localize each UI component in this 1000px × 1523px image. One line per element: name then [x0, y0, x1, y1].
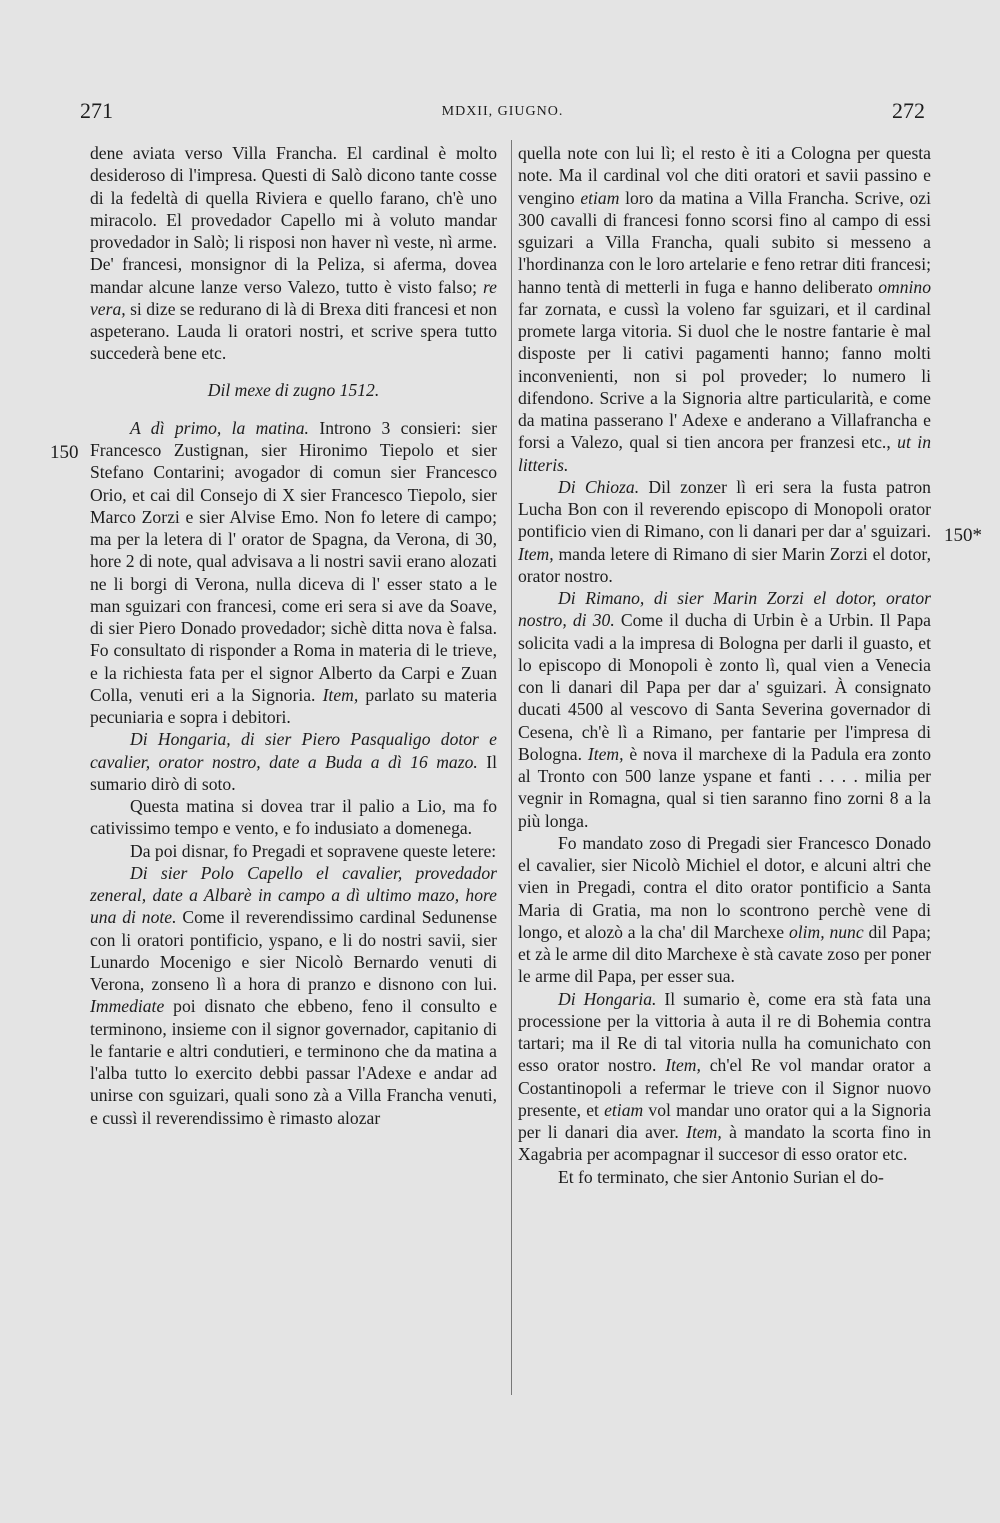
text-run: ch'el Re vol mandar orator a Costantinopoli a refermar le trieve con il Signor nuovo presente, et: [518, 1055, 931, 1120]
paragraph: [90, 417, 497, 729]
text-run: Come il reverendissimo cardinal Sedunense con li oratori pontificio, yspano, e li do nostri savii, sier Lunardo Mocenigo e sier Nicolò Bernardo venuti di Verona, zonseno lì a hora di pranzo e disnono con lui.: [90, 907, 498, 994]
margin-note-right: 150*: [944, 525, 982, 546]
paragraph: [518, 142, 931, 476]
italic-run: etiam: [580, 187, 620, 208]
paragraph: [90, 142, 497, 365]
paragraph: Et fo terminato, che sier Antonio Surian el do-: [558, 1166, 884, 1187]
paragraph: Da poi disnar, fo Pregadi et sopravene queste letere:: [130, 840, 497, 861]
text-run: Il sumario è, come era stà fata una processione per la vittoria à auta il re di Bohemia contra tartari; ma il Re di tal vitoria nulla ha comunichato con esso orator nostro.: [518, 988, 931, 1076]
text-run: si dize se redurano di là di Brexa diti francesi et non aspeterano. Lauda li oratori nostri, et scrive spera tutto succederà bene etc.: [90, 298, 497, 364]
text-run: quella note con lui lì; el resto è iti a Cologna per questa note. Ma il cardinal vol che diti oratori et savii passino e vengino: [518, 143, 931, 208]
text-run: dil Papa; et zà le arme dil dito Marchexe è stà cavate zoso per poner le arme dil Papa, per esser sua.: [518, 921, 931, 987]
text-run: vol mandar uno orator qui a la Signoria per li danari dia aver.: [518, 1099, 931, 1142]
text-run: à mandato la scorta fino in Xagabria per acompagnar il succesor di esso orator etc.: [518, 1122, 931, 1165]
text-run: Il sumario dirò di soto.: [90, 751, 497, 794]
italic-run: Item,: [322, 684, 359, 705]
italic-run: omnino: [878, 276, 931, 297]
italic-run: A dì primo, la matina.: [130, 417, 309, 438]
text-run: è nova il marchexe di la Padula era zonto al Tronto con 500 lanze yspane et fanti . . . . milia per vegnir in Romagna, qual si tien saranno fino zorni 8 a la più longa.: [518, 743, 932, 831]
paragraph: Questa matina si dovea trar il palio a Lio, ma fo cativissimo tempo e vento, e fo indusiato a domenega.: [90, 796, 497, 839]
italic-run: Di Chioza.: [558, 476, 640, 497]
italic-run: Item,: [587, 743, 624, 764]
italic-run: ut in litteris.: [518, 432, 931, 475]
italic-run: Item,: [518, 543, 554, 564]
italic-run: Item,: [665, 1055, 701, 1076]
margin-note-left: 150: [50, 442, 79, 463]
italic-run: Di sier Polo Capello el cavalier, provedador zeneral, date a Albarè in campo a dì ultimo mazo, hore una di note.: [90, 862, 497, 928]
right-column: [518, 142, 931, 1188]
page-number-left: 271: [80, 98, 113, 123]
italic-run: Di Rimano, di sier Marin Zorzi el dotor, orator nostro, di 30.: [518, 588, 931, 631]
text-run: Come il ducha di Urbin è a Urbin. Il Papa solicita vadi a la impresa di Bologna per darli il guasto, et lo episcopo di Monopoli è zonto lì, qual vien a Venecia con li danari dil Papa per dar a' sguizari. À consignato ducati 4500 al vescovo di Santa Severina governador di Cesena, ch'è lì a Rimano, per fantarie per l'impresa di Bologna.: [518, 610, 931, 764]
section-heading: Dil mexe di zugno 1512.: [207, 379, 380, 400]
text-run: Fo mandato zoso di Pregadi sier Francesco Donado el cavalier, sier Nicolò Michiel el dotor, e alcuni altri che vien in Pregadi, contra el dito orator pontificio a Santa Maria di Gratia, ma non lo scontrono perchè vene di longo, et alozò a la cha' dil Marchexe: [518, 832, 931, 942]
italic-run: olim, nunc: [788, 921, 864, 942]
text-run: poi disnato che ebbeno, feno il consulto e terminono, insieme con il signor governador, capitanio di le fantarie e altri condutieri, e terminono che da matina a l'alba tutto lo exercito debbi passar l'Adexe e andar ad unirse con sguizari, quali sono zà a Villa Francha venuti, e cussì il reverendissimo è rimasto alozar: [90, 996, 497, 1128]
text-run: Dil zonzer lì eri sera la fusta patron Lucha Bon con il reverendo episcopo di Monopoli orator pontificio vien di Rimano, con li danari per dar a' sguizari.: [518, 476, 931, 542]
paragraph: [518, 832, 931, 988]
text-run: parlato su materia pecuniaria e sopra i debitori.: [90, 684, 497, 727]
italic-run: Di Hongaria.: [558, 988, 657, 1009]
page-header: [80, 98, 925, 128]
italic-run: Item,: [686, 1122, 722, 1142]
page-number-right: 272: [892, 98, 925, 123]
left-column: [90, 142, 497, 1129]
italic-run: etiam: [604, 1099, 644, 1120]
italic-run: Immediate: [90, 996, 165, 1017]
column-divider: [511, 140, 512, 1395]
text-run: far zornata, e cussì la voleno far sguizari, et il cardinal promete larga vitoria. Si duol che le nostre fantarie è mal disposte per li cativi pagamenti hanno; fanno molti inconvenienti, non si pol proveder; lo numero li difendono. Scrive a la Signoria altre particularità, e come da matina passerano l' Adexe e anderano a Villafrancha e forsi a Valezo, qual si tien ancora per franzesi etc.,: [518, 298, 931, 453]
paragraph: [518, 476, 931, 587]
running-title: MDXII, GIUGNO.: [441, 104, 564, 119]
text-run: loro da matina a Villa Francha. Scrive, ozi 300 cavalli di francesi fonno scorsi fino al campo di essi sguizari a Villa Francha, quali subito si messeno a l'hordinanza con le loro artelarie e feno retrar diti francesi; hanno tentà di metterli in fuga e hanno deliberato: [518, 187, 931, 297]
italic-run: re vera,: [90, 276, 497, 319]
paragraph: [518, 587, 931, 832]
paragraph: [518, 988, 931, 1166]
italic-run: Di Hongaria, di sier Piero Pasqualigo dotor e cavalier, orator nostro, date a Buda a dì 16 mazo.: [90, 729, 497, 772]
text-run: Introno 3 consieri: sier Francesco Zustignan, sier Hironimo Tiepolo et sier Stefano Contarini; avogador di comun sier Francesco Orio, et cai dil Consejo di X sier Francesco Tiepolo, sier Marco Zorzi e sier Alvise Emo. Non fo letere di campo; ma per la letera di l' orator de Spagna, da Verona, di 30, hore 2 di note, qual advisava a li nostri savii erano alozati ne li borgi di Verona, nulla diceva di l' esser stato a le man sguizari con francesi, come eri sera si ave da Soave, di sier Piero Donado provedador; sichè ditta nova è falsa. Fo consultato di risponder a Roma in materia di le trieve, e la richiesta fata per el signor Alberto da Carpi e Zuan Colla, venuti eri a la Signoria.: [90, 417, 497, 705]
paragraph: [90, 862, 497, 1129]
text-run: manda letere di Rimano di sier Marin Zorzi el dotor, orator nostro.: [518, 543, 931, 586]
paragraph: [90, 728, 497, 795]
text-run: dene aviata verso Villa Francha. El cardinal è molto desideroso di l'impresa. Questi di Salò dicono tante cosse di la fedeltà di quella Riviera e quello farano, ch'è uno miracolo. El provedador Capello mi à voluto mandar provedador in Salò; li risposi non haver nì veste, nì arme. De' francesi, monsignor di la Peliza, si aferma, dovea mandar alcune lanze verso Valezo, tutto è visto falso;: [90, 143, 497, 297]
